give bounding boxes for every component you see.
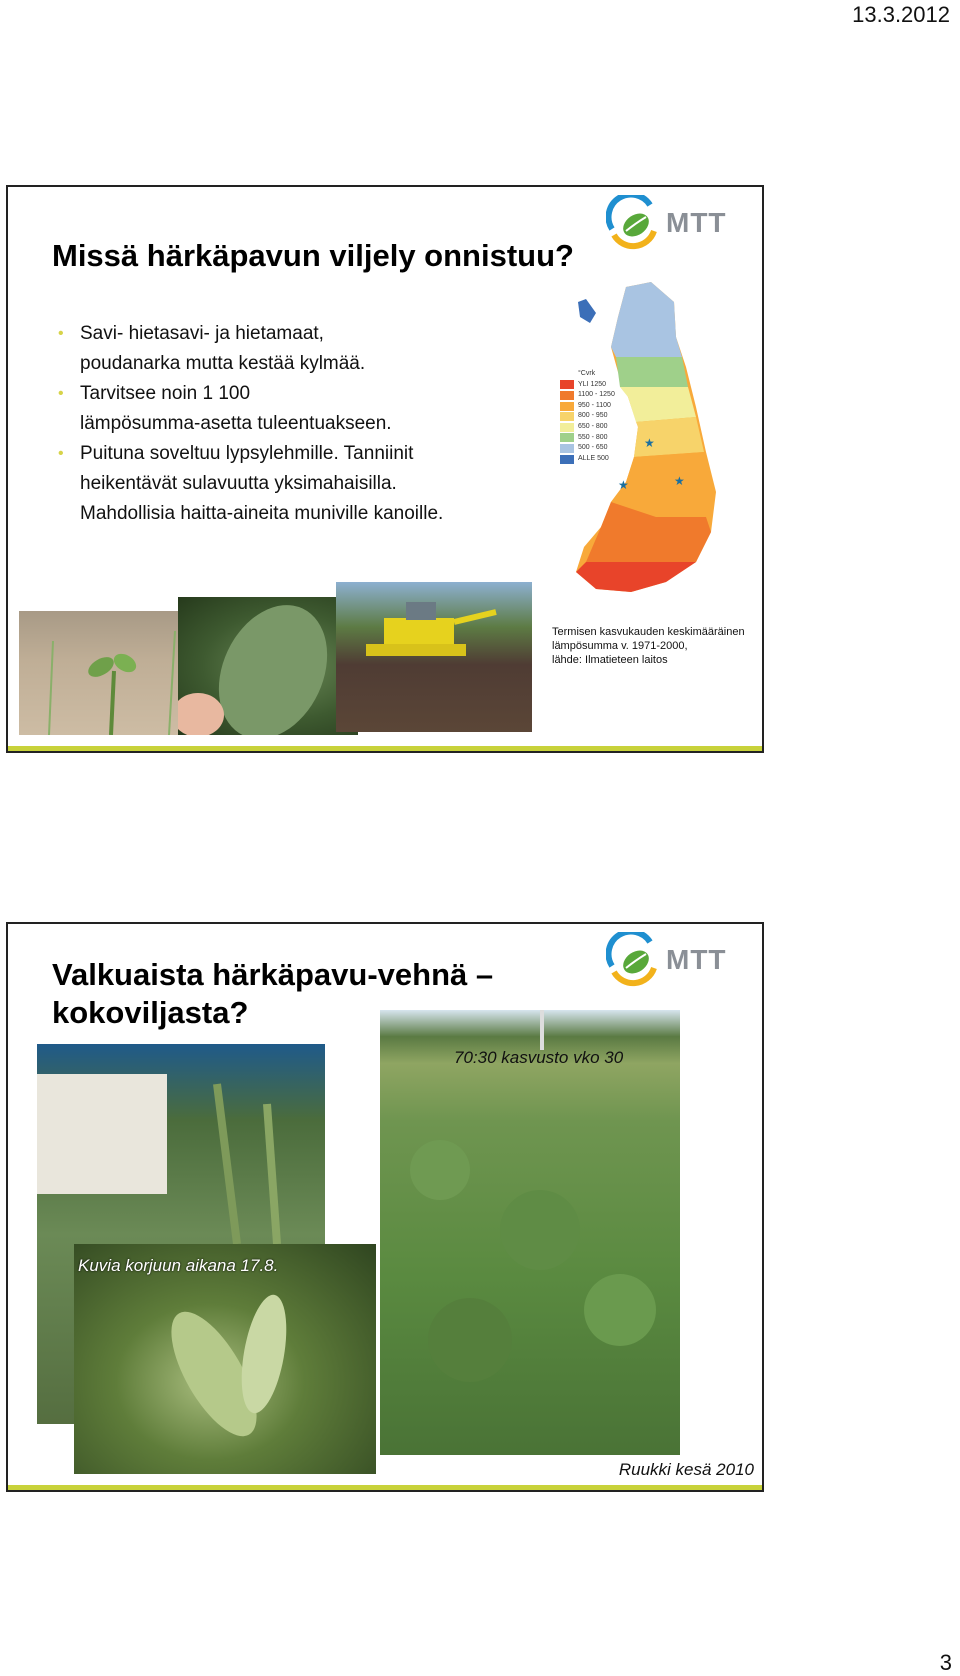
bullet-item-continuation: heikentävät sulavuutta yksimahaisilla. — [80, 473, 397, 494]
pod-closeup-photo — [74, 1244, 376, 1474]
mtt-swirl-icon — [606, 932, 666, 992]
bullet-item: • Tarvitsee noin 1 100 — [52, 379, 502, 409]
bullet-item: • Puituna soveltuu lypsylehmille. Tanniinit — [52, 439, 502, 469]
legend-row: 950 - 1100 — [560, 401, 615, 412]
slide-1 — [6, 185, 764, 753]
field-photo — [380, 1010, 680, 1455]
mtt-logo — [606, 932, 746, 992]
slide-2-title: Valkuaista härkäpavu-vehnä – kokoviljasta? — [52, 957, 494, 1030]
station-star-icon: ★ — [674, 474, 685, 488]
bullet-item-continuation: Mahdollisia haitta-aineita muniville kanoille. — [80, 503, 444, 524]
page-number: 3 — [939, 1650, 952, 1675]
legend-row: 800 - 950 — [560, 411, 615, 422]
mtt-logo-text: MTT — [666, 944, 727, 975]
slide-2 — [6, 922, 764, 1492]
page-date: 13.3.2012 — [852, 2, 950, 27]
map-caption: Termisen kasvukauden keskimääräinen lämpösumma v. 1971-2000, lähde: Ilmatieteen laitos — [552, 626, 745, 666]
map-legend — [560, 369, 615, 464]
leaf-photo — [178, 597, 358, 735]
bullet-list — [52, 319, 502, 529]
slide-1-accent-bar — [8, 746, 762, 751]
bullet-item-continuation: poudanarka mutta kestää kylmää. — [80, 353, 366, 374]
mtt-swirl-icon — [606, 195, 666, 255]
legend-row: 500 - 650 — [560, 443, 615, 454]
bullet-item-continuation: lämpösumma-asetta tuleentuakseen. — [80, 413, 392, 434]
legend-row: YLI 1250 — [560, 380, 615, 391]
legend-unit: °Cvrk — [578, 370, 596, 377]
bullet-item: • Savi- hietasavi- ja hietamaat, — [52, 319, 502, 349]
legend-row: ALLE 500 — [560, 454, 615, 465]
field-photo-label: 70:30 kasvusto vko 30 — [454, 1048, 624, 1067]
legend-row: 550 - 800 — [560, 433, 615, 444]
mtt-logo-text: MTT — [666, 207, 727, 238]
slide-1-title: Missä härkäpavun viljely onnistuu? — [52, 238, 574, 273]
slide-2-accent-bar — [8, 1485, 762, 1490]
harvester-photo — [336, 582, 532, 732]
mtt-logo — [606, 195, 746, 255]
station-star-icon: ★ — [618, 478, 629, 492]
legend-row: 650 - 800 — [560, 422, 615, 433]
harvest-photo-label: Kuvia korjuun aikana 17.8. — [78, 1256, 279, 1275]
station-star-icon: ★ — [644, 436, 655, 450]
legend-row: 1100 - 1250 — [560, 390, 615, 401]
location-label: Ruukki kesä 2010 — [618, 1460, 754, 1479]
